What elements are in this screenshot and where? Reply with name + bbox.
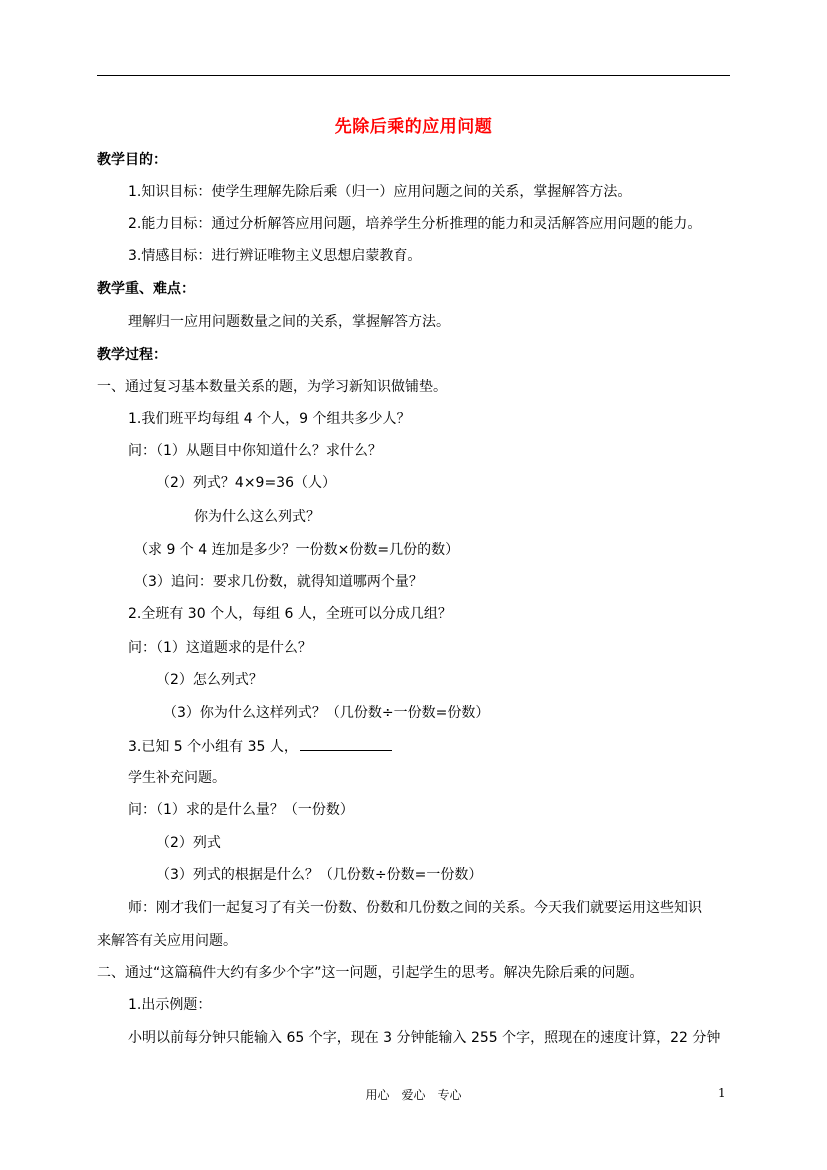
review-question-2-ask-2: （2）怎么列式？ [156,672,263,688]
review-question-2-ask-1: 问：（1）这道题求的是什么？ [128,640,312,656]
review-question-2: 2.全班有 30 个人，每组 6 人，全班可以分成几组？ [128,606,452,622]
review-question-3-ask-1: 问：（1）求的是什么量？（一份数） [128,802,354,818]
review-question-3 [128,736,392,756]
process-part-one: 一、通过复习基本数量关系的题，为学习新知识做铺垫。 [97,379,447,395]
header-rule [97,75,730,76]
objective-emotion: 3.情感目标：进行辨证唯物主义思想启蒙教育。 [128,248,422,264]
review-question-3-text: 3.已知 5 个小组有 35 人， [128,739,298,755]
teacher-summary-line-2: 来解答有关应用问题。 [97,933,237,949]
footer-motto: 用心 爱心 专心 [365,1088,462,1102]
review-question-1-explanation: （求 9 个 4 连加是多少？一份数×份数=几份的数） [134,542,460,558]
review-question-1: 1.我们班平均每组 4 个人，9 个组共多少人？ [128,411,411,427]
review-question-1-why: 你为什么这么列式？ [194,509,320,525]
review-question-1-ask-3: （3）追问：要求几份数，就得知道哪两个量？ [134,574,423,590]
document-title: 先除后乘的应用问题 [334,117,493,137]
review-question-1-ask-1: 问：（1）从题目中你知道什么？求什么？ [128,443,382,459]
review-question-1-ask-2: （2）列式？4×9=36（人） [156,475,336,491]
review-question-3-ask-3: （3）列式的根据是什么？（几份数÷份数=一份数） [156,867,483,883]
key-points-text: 理解归一应用问题数量之间的关系，掌握解答方法。 [128,314,450,330]
review-question-3-note: 学生补充问题。 [128,770,226,786]
review-question-2-ask-3: （3）你为什么这样列式？（几份数÷一份数=份数） [163,705,490,721]
section-heading-key-points: 教学重、难点： [97,281,195,297]
example-heading: 1.出示例题： [128,997,212,1013]
review-question-3-ask-2: （2）列式 [156,835,221,851]
objective-knowledge: 1.知识目标：使学生理解先除后乘（归一）应用问题之间的关系，掌握解答方法。 [128,184,632,200]
section-heading-objectives: 教学目的： [97,152,167,168]
section-heading-process: 教学过程： [97,347,167,363]
page-number: 1 [718,1086,726,1100]
objective-ability: 2.能力目标：通过分析解答应用问题，培养学生分析推理的能力和灵活解答应用问题的能力。 [128,216,702,232]
fill-in-blank [300,736,392,751]
process-part-two: 二、通过“这篇稿件大约有多少个字”这一问题，引起学生的思考。解决先除后乘的问题。 [97,965,644,981]
teacher-summary-line-1: 师：刚才我们一起复习了有关一份数、份数和几份数之间的关系。今天我们就要运用这些知识 [128,900,702,916]
example-text: 小明以前每分钟只能输入 65 个字，现在 3 分钟能输入 255 个字，照现在的速度计算，22 分钟 [128,1030,721,1046]
